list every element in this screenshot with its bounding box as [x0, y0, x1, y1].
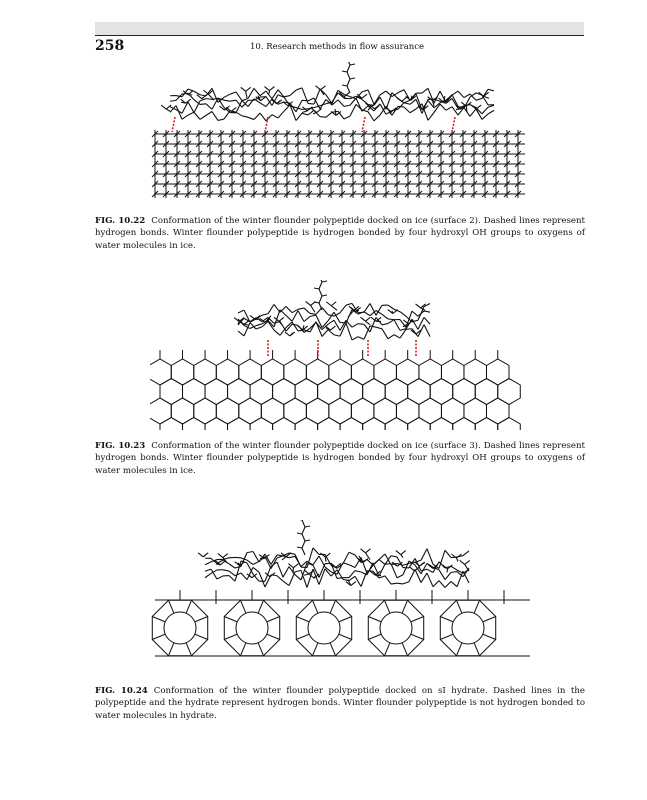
- figure-10-23-caption: [95, 440, 585, 477]
- figure-10-23-label: FIG. 10.23: [95, 441, 146, 451]
- figure-10-22-caption: [95, 215, 585, 252]
- page-header-bar: [95, 22, 584, 35]
- running-title: 10. Research methods in flow assurance: [250, 42, 425, 52]
- figure-10-22-label: FIG. 10.22: [95, 216, 146, 226]
- figure-10-24-label: FIG. 10.24: [95, 686, 148, 696]
- page-number: 258: [95, 38, 125, 54]
- figure-10-24-text: Conformation of the winter flounder polypeptide docked on sI hydrate. Dashed lines in the polypeptide and the hydrate represent hydrogen bonds. Winter flounder polypeptide is not hydrogen bonded to water molecules in hydrate.: [95, 686, 585, 721]
- header-rule: [95, 35, 584, 36]
- figure-10-22-text: Conformation of the winter flounder polypeptide docked on ice (surface 2). Dashed lines represent hydrogen bonds. Winter flounder polypeptide is hydrogen bonded by four hydroxyl OH groups to oxygens of water molecules in ice.: [95, 216, 585, 251]
- figure-10-24-caption: [95, 685, 585, 722]
- figure-10-23-text: Conformation of the winter flounder polypeptide docked on ice (surface 3). Dashed lines represent hydrogen bonds. Winter flounder polypeptide is hydrogen bonded by four hydroxyl OH groups to oxygens of water molecules in ice.: [95, 441, 585, 476]
- figure-10-24-image: [150, 520, 535, 675]
- figure-10-22-image: [150, 62, 535, 207]
- figure-10-23-image: [150, 280, 535, 430]
